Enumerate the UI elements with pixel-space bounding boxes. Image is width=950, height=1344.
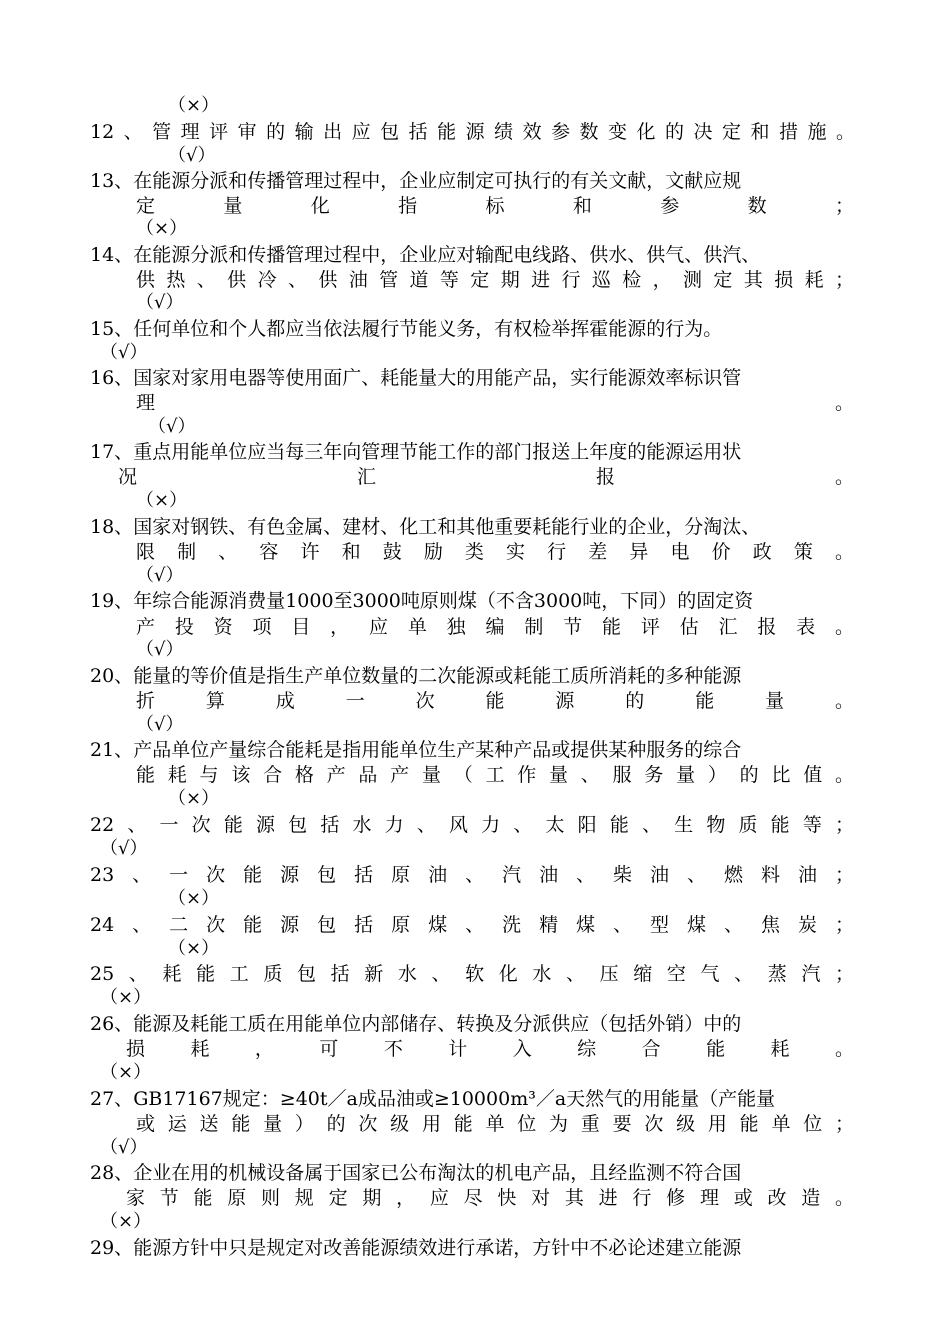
question-text: 一次能源包括原油、汽油、柴油、燃料油； <box>169 864 854 886</box>
question-number: 23、 <box>90 864 170 886</box>
question-line: 产投资项目，应单独编制节能评估汇报表。 <box>136 616 854 638</box>
question-number: 27、 <box>90 1088 134 1110</box>
answer-mark: （×） <box>100 1211 152 1232</box>
answer-mark: （×） <box>168 788 220 809</box>
question-number: 19、 <box>90 590 134 612</box>
question-line <box>90 367 741 389</box>
question-text: 在能源分派和传播管理过程中，企业应对输配电线路、供水、供气、供汽、 <box>133 244 761 266</box>
question-number: 26、 <box>90 1013 134 1035</box>
answer-mark: （×） <box>168 888 220 909</box>
answer-mark: （√） <box>100 1137 148 1158</box>
question-line <box>90 121 855 143</box>
question-number: 21、 <box>90 739 134 761</box>
answer-mark: （√） <box>168 145 216 166</box>
question-line: 损耗，可不计入综合能耗。 <box>126 1038 854 1060</box>
question-text: 耗能工质包括新水、软化水、压缩空气、蒸汽； <box>162 963 854 985</box>
question-line <box>90 864 854 886</box>
question-number: 24、 <box>90 914 170 936</box>
question-line <box>90 244 760 266</box>
question-line: 况汇报。 <box>118 466 854 488</box>
answer-mark: （×） <box>136 218 188 239</box>
question-number: 12、 <box>90 121 153 143</box>
answer-mark: （√） <box>100 342 148 363</box>
question-text: 任何单位和个人都应当依法履行节能义务，有权检举挥霍能源的行为。 <box>133 318 723 340</box>
question-number: 13、 <box>90 170 134 192</box>
question-line: 定量化指标和参数； <box>136 195 854 217</box>
question-number: 29、 <box>90 1237 134 1259</box>
question-line <box>90 441 741 463</box>
question-line <box>90 590 753 612</box>
question-line: 家节能原则规定期，应尽快对其进行修理或改造。 <box>126 1187 854 1209</box>
question-line: 或运送能量）的次级用能单位为重要次级用能单位； <box>136 1113 854 1135</box>
question-line <box>90 516 760 538</box>
question-text: 能源方针中只是规定对改善能源绩效进行承诺，方针中不必论述建立能源 <box>133 1237 742 1259</box>
question-text: 一次能源包括水力、风力、太阳能、生物质能等； <box>159 814 854 836</box>
answer-mark: （×） <box>100 987 152 1008</box>
question-number: 22、 <box>90 814 160 836</box>
answer-mark: （√） <box>148 416 196 437</box>
question-line: 限制、容许和鼓励类实行差异电价政策。 <box>136 541 854 563</box>
question-number: 17、 <box>90 441 134 463</box>
question-text: 能量的等价值是指生产单位数量的二次能源或耗能工质所消耗的多种能源 <box>133 665 742 687</box>
answer-mark: （×） <box>136 490 188 511</box>
question-number: 28、 <box>90 1162 134 1184</box>
answer-mark: （√） <box>136 639 184 660</box>
answer-mark: （√） <box>136 565 184 586</box>
question-text: GB17167规定：≥40t／a成品油或≥10000m³／a天然气的用能量（产能量 <box>133 1088 776 1110</box>
question-line: 折算成一次能源的能量。 <box>136 690 854 712</box>
question-number: 14、 <box>90 244 134 266</box>
question-number: 25、 <box>90 963 163 985</box>
question-line <box>90 1013 741 1035</box>
question-line <box>90 318 722 340</box>
question-line <box>90 739 741 761</box>
question-text: 企业在用的机械设备属于国家已公布淘汰的机电产品，且经监测不符合国 <box>133 1162 742 1184</box>
question-number: 15、 <box>90 318 134 340</box>
question-line <box>90 963 854 985</box>
question-line <box>90 1088 775 1110</box>
question-text: 国家对钢铁、有色金属、建材、化工和其他重要耗能行业的企业，分淘汰、 <box>133 516 761 538</box>
question-line: 供热、供冷、供油管道等定期进行巡检，测定其损耗； <box>136 269 854 291</box>
answer-mark: （×） <box>168 95 220 116</box>
question-text: 年综合能源消费量1000至3000吨原则煤（不含3000吨，下同）的固定资 <box>133 590 754 612</box>
answer-mark: （√） <box>100 838 148 859</box>
question-line <box>90 1162 741 1184</box>
question-line <box>90 1237 741 1259</box>
question-number: 20、 <box>90 665 134 687</box>
question-line <box>90 914 854 936</box>
question-text: 能源及耗能工质在用能单位内部储存、转换及分派供应（包括外销）中的 <box>133 1013 742 1035</box>
question-text: 管理评审的输出应包括能源绩效参数变化的决定和措施。 <box>152 121 855 143</box>
question-text: 国家对家用电器等使用面广、耗能量大的用能产品，实行能源效率标识管 <box>133 367 742 389</box>
question-line: 理。 <box>136 392 854 414</box>
question-number: 16、 <box>90 367 134 389</box>
question-text: 二次能源包括原煤、洗精煤、型煤、焦炭； <box>169 914 854 936</box>
answer-mark: （×） <box>100 1062 152 1083</box>
question-line: 能耗与该合格产品产量（工作量、服务量）的比值。 <box>136 764 854 786</box>
question-text: 在能源分派和传播管理过程中，企业应制定可执行的有关文献，文献应规 <box>133 170 742 192</box>
question-line <box>90 814 854 836</box>
question-text: 产品单位产量综合能耗是指用能单位生产某种产品或提供某种服务的综合 <box>133 739 742 761</box>
answer-mark: （×） <box>168 938 220 959</box>
question-line <box>90 170 741 192</box>
question-line <box>90 665 741 687</box>
question-text: 重点用能单位应当每三年向管理节能工作的部门报送上年度的能源运用状 <box>133 441 742 463</box>
answer-mark: （√） <box>136 292 184 313</box>
question-number: 18、 <box>90 516 134 538</box>
answer-mark: （√） <box>136 714 184 735</box>
